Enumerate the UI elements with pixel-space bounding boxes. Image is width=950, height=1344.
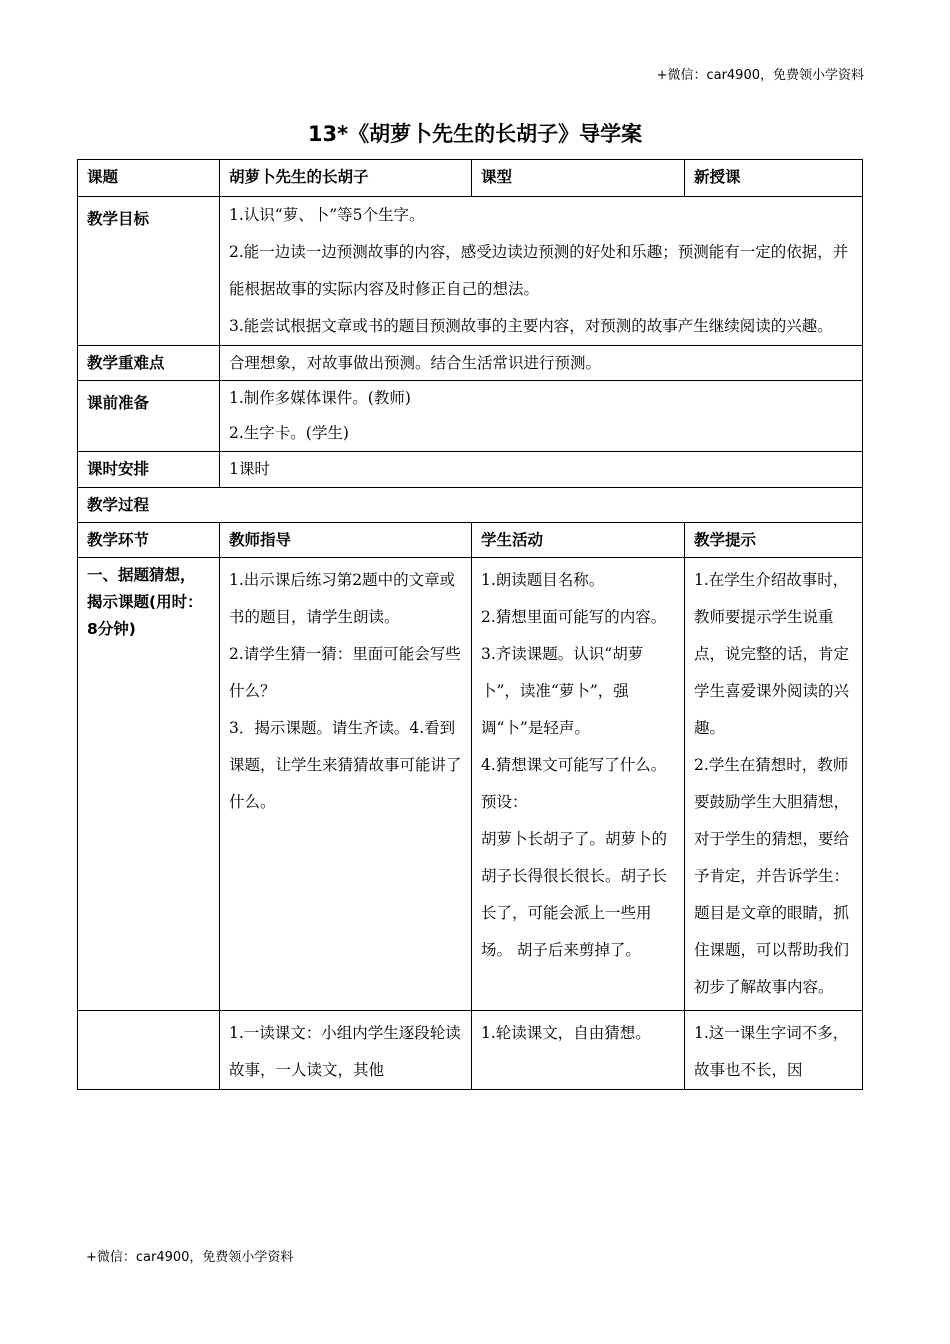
stage-row: [78, 1011, 863, 1090]
teaching-tips: [685, 1011, 863, 1090]
schedule-row: [78, 452, 863, 488]
watermark-top: +微信：car4900，免费领小学资料: [656, 68, 864, 83]
activity-item: 1.轮读课文，自由猜想。: [481, 1024, 651, 1042]
stage-row: [78, 558, 863, 1011]
process-row: [78, 488, 863, 523]
student-activity: [472, 558, 685, 1011]
preparation-item: 1.制作多媒体课件。(教师): [229, 389, 411, 407]
activity-item: 2.猜想里面可能写的内容。: [481, 608, 667, 626]
schedule-label: 课时安排: [78, 452, 220, 488]
guidance-item: 3．揭示课题。请生齐读。4.看到课题，让学生来猜猜故事可能讲了什么。: [229, 719, 462, 811]
lesson-plan-table: [77, 159, 863, 1090]
tip-item: 2.学生在猜想时，教师要鼓励学生大胆猜想，对于学生的猜想，要给予肯定，并告诉学生：题目是文章的眼睛，抓住课题，可以帮助我们初步了解故事内容。: [694, 756, 850, 996]
stage-name: [78, 1011, 220, 1090]
topic-row: [78, 160, 863, 197]
stage-name: 一、据题猜想，揭示课题(用时：8分钟): [78, 558, 220, 1011]
key-points-value: 合理想象，对故事做出预测。结合生活常识进行预测。: [220, 346, 863, 381]
teaching-tips: [685, 558, 863, 1011]
column-header: 教师指导: [220, 523, 472, 558]
activity-item: 4.猜想课文可能写了什么。预设：: [481, 756, 667, 811]
guidance-item: 1.一读课文：小组内学生逐段轮读故事，一人读文，其他: [229, 1024, 461, 1079]
topic-label: 课题: [78, 160, 220, 197]
column-header: 教学提示: [685, 523, 863, 558]
preparation-content: [220, 381, 863, 452]
type-value: 新授课: [685, 160, 863, 197]
goal-item: 3.能尝试根据文章或书的题目预测故事的主要内容，对预测的故事产生继续阅读的兴趣。: [229, 317, 833, 335]
goals-content: [220, 197, 863, 346]
column-header: 教学环节: [78, 523, 220, 558]
watermark-bottom: +微信：car4900，免费领小学资料: [86, 1250, 294, 1265]
preparation-item: 2.生字卡。(学生): [229, 424, 349, 442]
column-header-row: [78, 523, 863, 558]
goal-item: 1.认识“萝、卜”等5个生字。: [229, 206, 425, 224]
preparation-row: [78, 381, 863, 452]
goals-row: [78, 197, 863, 346]
activity-item: 胡萝卜长胡子了。胡萝卜的胡子长得很长很长。胡子长长了，可能会派上一些用场。 胡子后来剪掉了。: [481, 830, 668, 959]
teacher-guidance: [220, 558, 472, 1011]
schedule-value: 1课时: [220, 452, 863, 488]
key-points-label: 教学重难点: [78, 346, 220, 381]
student-activity: [472, 1011, 685, 1090]
document-title: 13*《胡萝卜先生的长胡子》导学案: [307, 122, 643, 146]
process-label: 教学过程: [78, 488, 863, 523]
key-points-row: [78, 346, 863, 381]
column-header: 学生活动: [472, 523, 685, 558]
activity-item: 3.齐读课题。认识“胡萝卜”，读准“萝卜”，强调“卜”是轻声。: [481, 645, 644, 737]
activity-item: 1.朗读题目名称。: [481, 571, 605, 589]
goals-label: 教学目标: [78, 197, 220, 346]
preparation-label: 课前准备: [78, 381, 220, 452]
guidance-item: 2.请学生猜一猜：里面可能会写些什么？: [229, 645, 461, 700]
teacher-guidance: [220, 1011, 472, 1090]
tip-item: 1.在学生介绍故事时，教师要提示学生说重点，说完整的话，肯定学生喜爱课外阅读的兴趣。: [694, 571, 850, 737]
tip-item: 1.这一课生字词不多，故事也不长，因: [694, 1024, 849, 1079]
guidance-item: 1.出示课后练习第2题中的文章或书的题目，请学生朗读。: [229, 571, 456, 626]
topic-value: 胡萝卜先生的长胡子: [220, 160, 472, 197]
type-label: 课型: [472, 160, 685, 197]
goal-item: 2.能一边读一边预测故事的内容，感受边读边预测的好处和乐趣；预测能有一定的依据，并能根据故事的实际内容及时修正自己的想法。: [229, 243, 849, 298]
